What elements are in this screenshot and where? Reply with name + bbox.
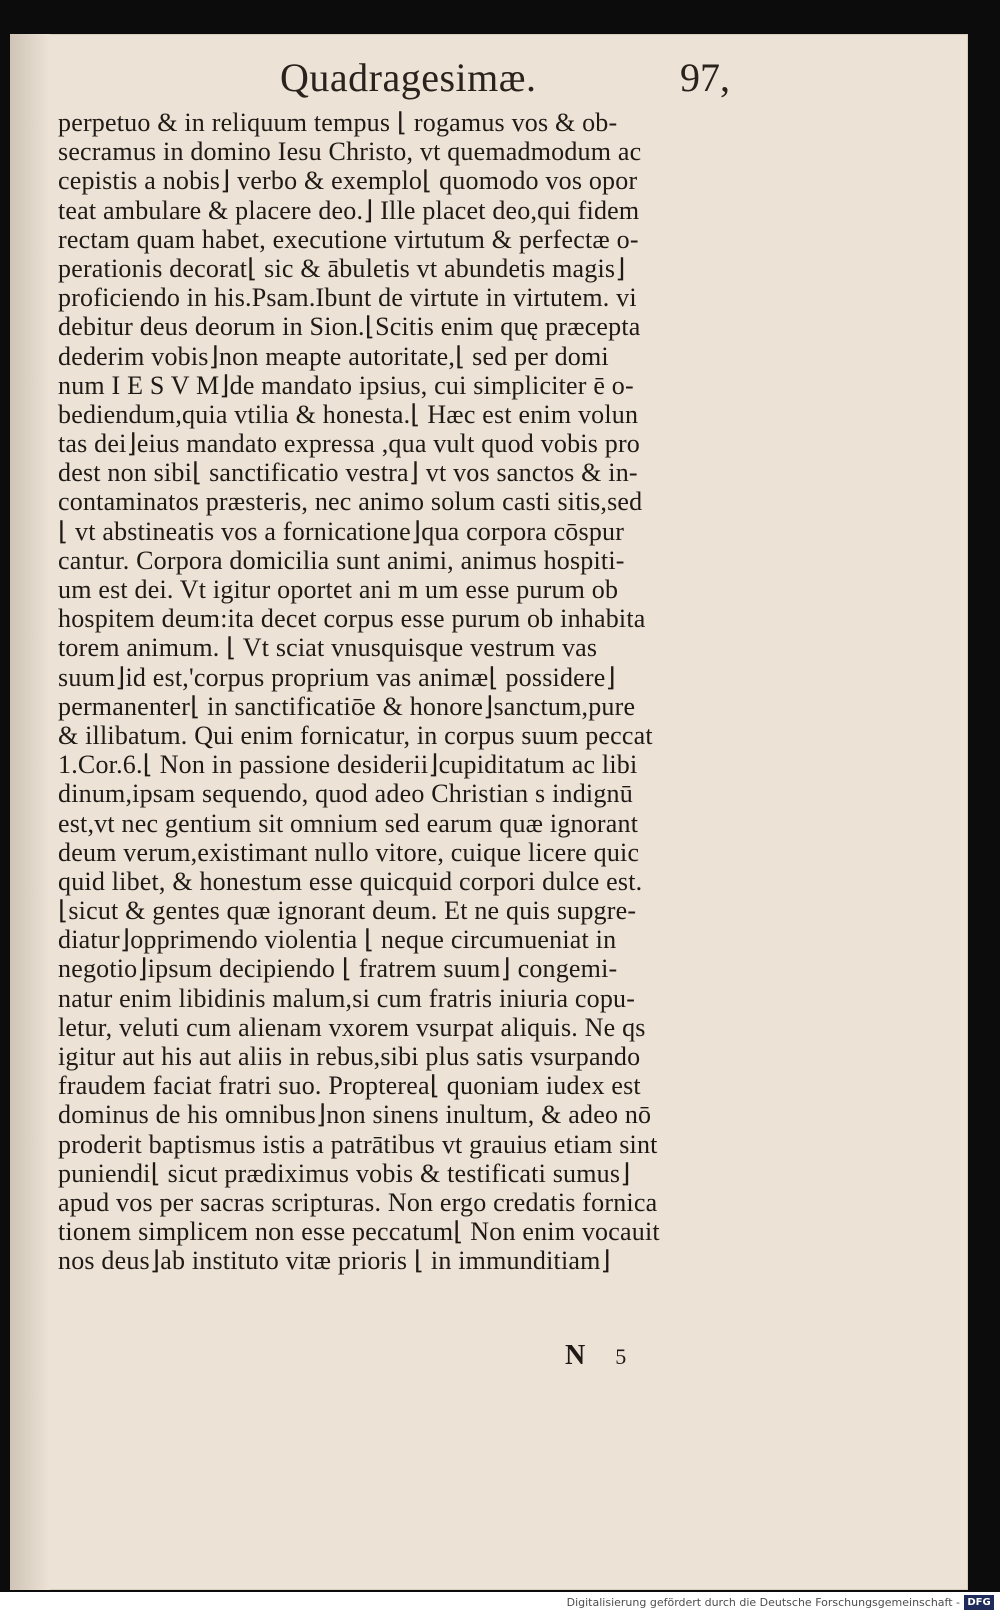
text-line: perpetuo & in reliquum tempus ⌊ rogamus vos & ob-	[58, 108, 618, 137]
text-line: ⌊ vt abstineatis vos a fornicatione⌋qua corpora cōspur	[58, 516, 625, 546]
text-line: suum⌋id est,'corpus proprium vas animæ⌊ possidere⌋	[58, 662, 616, 692]
funding-credit: Digitalisierung gefördert durch die Deutsche Forschungsgemeinschaft -	[566, 1596, 960, 1609]
text-line: dominus de his omnibus⌋non sinens inultum, & adeo nō	[58, 1100, 652, 1130]
text-line: bediendum,quia vtilia & honesta.⌊ Hæc est enim volun	[58, 399, 639, 429]
text-line: nos deus⌋ab instituto vitæ prioris ⌊ in immunditiam⌋	[58, 1246, 611, 1276]
text-line: diatur⌋opprimendo violentia ⌊ neque circumueniat in	[58, 925, 617, 955]
text-line: quid libet, & honestum esse quicquid corpori dulce est.	[58, 866, 643, 896]
text-line: igitur aut his aut aliis in rebus,sibi plus satis vsurpando	[58, 1042, 641, 1071]
text-line: teat ambulare & placere deo.⌋ Ille placet deo,qui fidem	[58, 195, 640, 225]
text-line: fraudem faciat fratri suo. Propterea⌊ quoniam iudex est	[58, 1071, 641, 1101]
text-line: debitur deus deorum in Sion.⌊Scitis enim quę præcepta	[58, 312, 641, 342]
text-line: rectam quam habet, executione virtutum & perfectæ o-	[58, 224, 639, 254]
text-line: ⌊sicut & gentes quæ ignorant deum. Et ne quis supgre-	[58, 896, 637, 926]
text-line: deum verum,existimant nullo vitore, cuique licere quic	[58, 837, 640, 867]
text-line: proderit baptismus istis a patrātibus vt grauius etiam sint	[58, 1129, 658, 1159]
text-line: torem animum. ⌊ Vt sciat vnusquisque vestrum vas	[58, 633, 598, 663]
text-line: dinum,ipsam sequendo, quod adeo Christian s indignū	[58, 779, 633, 809]
running-head: Quadragesimæ.	[280, 55, 537, 100]
text-line: contaminatos præsteris, nec animo solum casti sitis,sed	[58, 487, 643, 517]
text-line: perationis decorat⌊ sic & ābuletis vt abundetis magis⌋	[58, 253, 626, 283]
text-line: hospitem deum:ita decet corpus esse purum ob inhabita	[58, 604, 646, 634]
text-block	[58, 108, 758, 1276]
text-line: proficiendo in his.Psam.Ibunt de virtute in virtutem. vi	[58, 283, 637, 313]
text-line: negotio⌋ipsum decipiendo ⌊ fratrem suum⌋ congemi-	[58, 954, 618, 984]
text-line: 1.Cor.6.⌊ Non in passione desiderii⌋cupiditatum ac libi	[58, 750, 638, 780]
dfg-logo: DFG	[964, 1595, 994, 1610]
page-header	[10, 54, 968, 106]
book-page	[10, 34, 968, 1590]
text-line: puniendi⌊ sicut prædiximus vobis & testificati sumus⌋	[58, 1158, 631, 1188]
text-line: tas dei⌋eius mandato expressa ,qua vult quod vobis pro	[58, 429, 640, 459]
text-line: dederim vobis⌋non meapte autoritate,⌊ sed per domi	[58, 341, 609, 371]
text-line: letur, veluti cum alienam vxorem vsurpat aliquis. Ne qs	[58, 1012, 646, 1042]
text-line: apud vos per sacras scripturas. Non ergo credatis fornica	[58, 1187, 658, 1217]
text-line: tionem simplicem non esse peccatum⌊ Non enim vocauit	[58, 1217, 660, 1247]
text-line: um est dei. Vt igitur oportet ani m um esse purum ob	[58, 575, 619, 604]
text-line: cantur. Corpora domicilia sunt animi, animus hospiti-	[58, 545, 625, 575]
text-line: natur enim libidinis malum,si cum fratris iniuria copu-	[58, 983, 636, 1013]
signature-mark: N	[565, 1340, 586, 1371]
text-line: cepistis a nobis⌋ verbo & exemplo⌊ quomodo vos opor	[58, 166, 638, 196]
signature-row	[565, 1340, 626, 1374]
text-line: secramus in domino Iesu Christo, vt quemadmodum ac	[58, 137, 642, 167]
folio-number: 97,	[680, 55, 730, 100]
text-line: num I E S V M⌋de mandato ipsius, cui simpliciter ē o-	[58, 370, 634, 400]
text-line: permanenter⌊ in sanctificatiōe & honore⌋sanctum,pure	[58, 691, 636, 721]
text-line: est,vt nec gentium sit omnium sed earum quæ ignorant	[58, 808, 639, 838]
text-line: dest non sibi⌊ sanctificatio vestra⌋ vt vos sanctos & in-	[58, 458, 638, 488]
text-line: & illibatum. Qui enim fornicatur, in corpus suum peccat	[58, 720, 653, 750]
signature-number: 5	[615, 1344, 627, 1369]
footer-bar	[0, 1592, 1000, 1615]
gutter-shadow	[10, 34, 50, 1590]
